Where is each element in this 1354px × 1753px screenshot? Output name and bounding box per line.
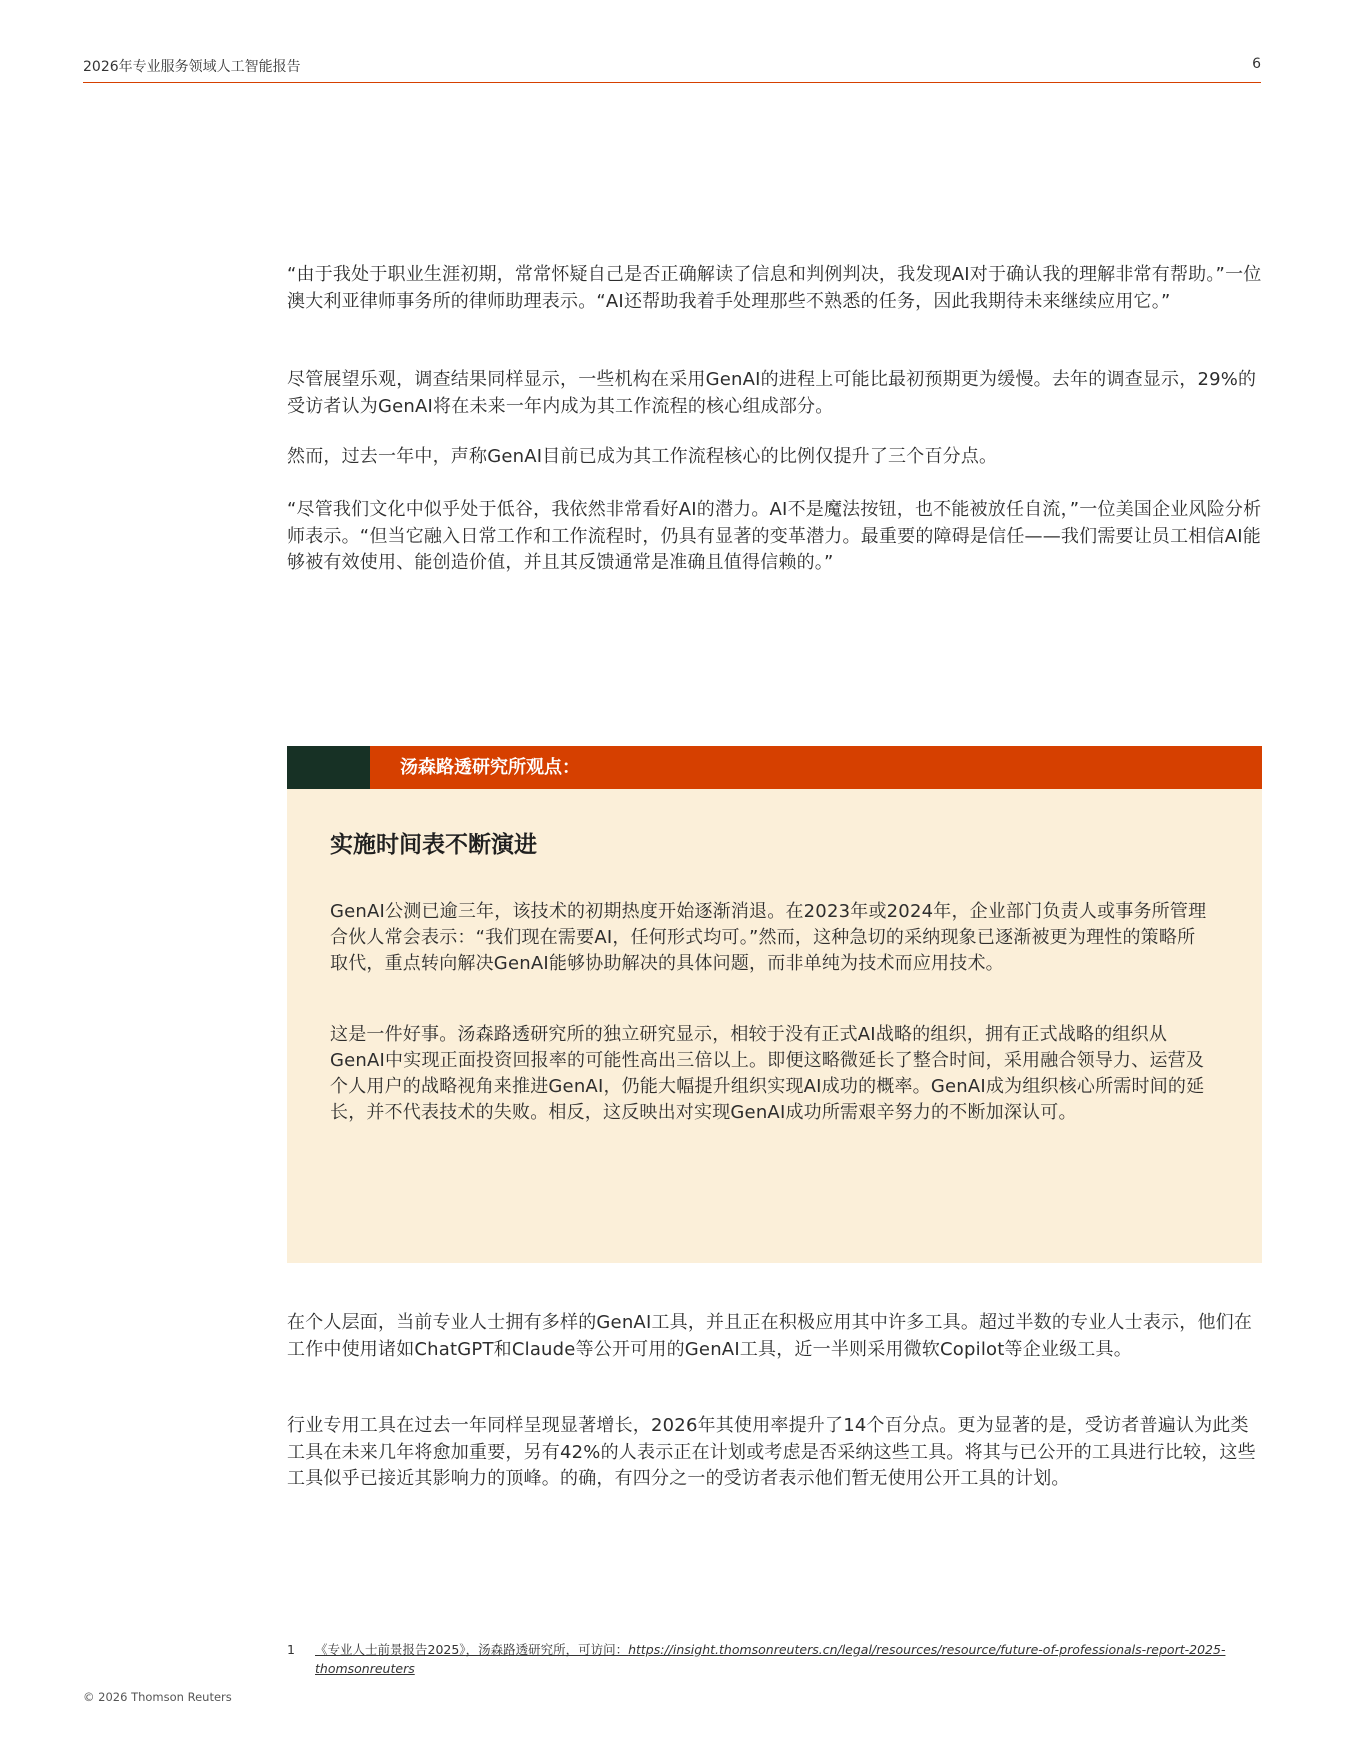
page-number: 6 [1252,56,1261,72]
report-title: 2026年专业服务领域人工智能报告 [83,59,301,75]
body-paragraph-three-points: 然而，过去一年中，声称GenAI目前已成为其工作流程核心的比例仅提升了三个百分点。 [287,446,998,467]
institute-insight-callout [287,746,1262,1263]
body-paragraph-industry-tools: 行业专用工具在过去一年同样呈现显著增长，2026年其使用率提升了14个百分点。更为显著的是，受访者普遍认为此类工具在未来几年将愈加重要，另有42%的人表示正在计划或考虑是否采纳这些工具。将其与已公开的工具进行比较，这些工具似乎已接近其影响力的顶峰。的确，有四分之一的受访者表示他们暂无使用公开工具的计划。 [287,1415,1256,1489]
callout-paragraph-1: GenAI公测已逾三年，该技术的初期热度开始逐渐消退。在2023年或2024年，企业部门负责人或事务所管理合伙人常会表示：“我们现在需要AI，任何形式均可。”然而，这种急切的采纳现象已逐渐被更为理性的策略所取代，重点转向解决GenAI能够协助解决的具体问题，而非单纯为技术而应用技术。 [330,901,1207,974]
callout-paragraph-2: 这是一件好事。汤森路透研究所的独立研究显示，相较于没有正式AI战略的组织，拥有正式战略的组织从GenAI中实现正面投资回报率的可能性高出三倍以上。即便这略微延长了整合时间，采用融合领导力、运营及个人用户的战略视角来推进GenAI，仍能大幅提升组织实现AI成功的概率。GenAI成为组织核心所需时间的延长，并不代表技术的失败。相反，这反映出对实现GenAI成功所需艰辛努力的不断加深认可。 [330,1024,1205,1123]
footnote-number: 1 [287,1642,295,1657]
copyright: © 2026 Thomson Reuters [83,1690,232,1704]
callout-accent-block [287,746,370,789]
callout-heading: 实施时间表不断演进 [330,832,537,858]
footnote-link[interactable]: https://insight.thomsonreuters.cn/legal/resources/resource/future-of-professionals-report-2025-thomsonreuters [315,1642,1226,1676]
footnote-publisher: ，汤森路透研究所，可访问： [465,1642,629,1657]
body-paragraph-individual-tools: 在个人层面，当前专业人士拥有多样的GenAI工具，并且正在积极应用其中许多工具。超过半数的专业人士表示，他们在工作中使用诸如ChatGPT和Claude等公开可用的GenAI工具，近一半则采用微软Copilot等企业级工具。 [287,1312,1253,1360]
quote-paragraph-australia: “由于我处于职业生涯初期，常常怀疑自己是否正确解读了信息和判例判决，我发现AI对于确认我的理解非常有帮助。”一位澳大利亚律师事务所的律师助理表示。“AI还帮助我着手处理那些不熟悉的任务，因此我期待未来继续应用它。” [287,264,1262,312]
body-paragraph-adoption: 尽管展望乐观，调查结果同样显示，一些机构在采用GenAI的进程上可能比最初预期更为缓慢。去年的调查显示，29%的受访者认为GenAI将在未来一年内成为其工作流程的核心组成部分。 [287,369,1257,417]
callout-header-bar [287,746,1262,789]
quote-paragraph-us: “尽管我们文化中似乎处于低谷，我依然非常看好AI的潜力。AI不是魔法按钮，也不能被放任自流，”一位美国企业风险分析师表示。“但当它融入日常工作和工作流程时，仍具有显著的变革潜力。最重要的障碍是信任——我们需要让员工相信AI能够被有效使用、能创造价值，并且其反馈通常是准确且值得信赖的。” [287,499,1262,573]
footnote-report-title: 《专业人士前景报告2025》 [315,1642,466,1657]
callout-label: 汤森路透研究所观点： [400,757,580,778]
footnote-body [315,1640,1260,1678]
page-header [83,56,1261,83]
